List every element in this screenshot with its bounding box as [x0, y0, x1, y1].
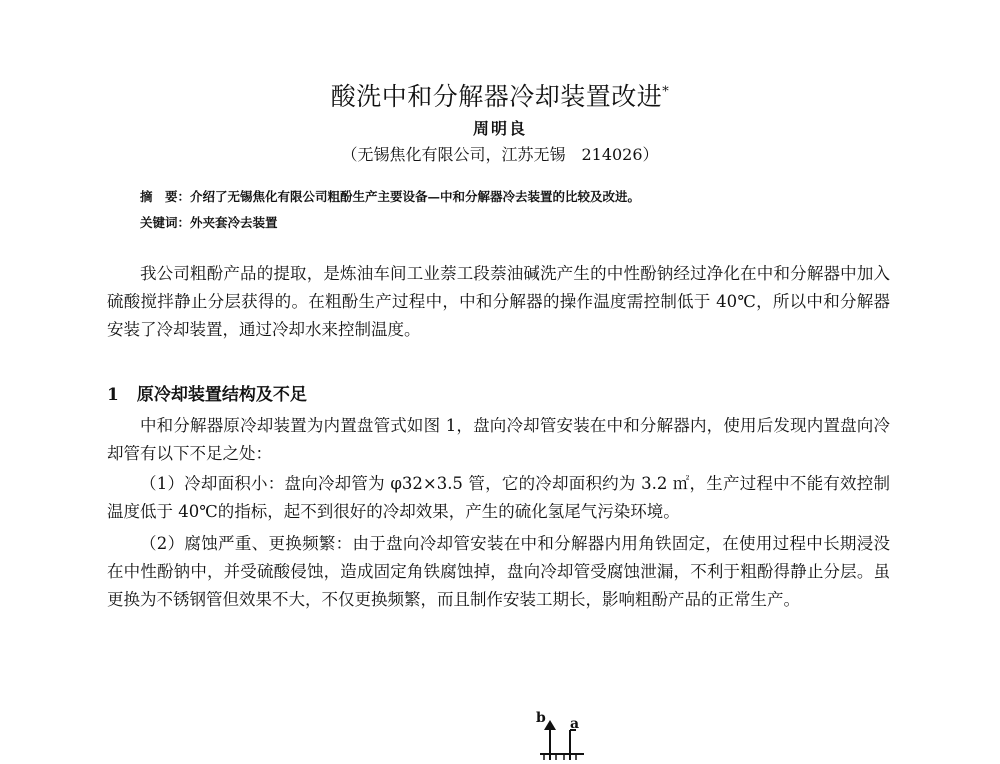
list-item-cooling-area: （1）冷却面积小：盘向冷却管为 φ32×3.5 管，它的冷却面积约为 3.2 ㎡，生产过程中不能有效控制温度低于 40℃的指标，起不到很好的冷却效果，产生的硫化氢尾气污染环境。 — [107, 474, 890, 521]
figure-arrow-b — [544, 720, 556, 730]
figure-label-b: b — [536, 710, 546, 726]
keywords-label: 关键词： — [140, 215, 191, 230]
section-number: 1 — [107, 385, 119, 405]
figure-1-diagram — [530, 708, 590, 760]
author-name: 周明良 — [472, 119, 527, 138]
keywords-text: 外夹套冷去装置 — [190, 215, 278, 230]
paper-title — [0, 80, 1000, 114]
keywords — [140, 214, 920, 232]
figure-1-partial — [530, 708, 590, 760]
author-affiliation: （无锡焦化有限公司，江苏无锡 214026） — [341, 145, 659, 164]
section-heading — [107, 382, 307, 408]
title-footnote-mark: * — [662, 84, 670, 100]
abstract — [140, 188, 920, 206]
list-item-corrosion: （2）腐蚀严重、更换频繁：由于盘向冷却管安装在中和分解器内用角铁固定，在使用过程中长期浸没在中性酚钠中，并受硫酸侵蚀，造成固定角铁腐蚀掉，盘向冷却管受腐蚀泄漏，不利于粗酚得静止分层。虽更换为不锈钢管但效果不大，不仅更换频繁，而且制作安装工期长，影响粗酚产品的正常生产。 — [107, 534, 890, 609]
figure-label-a: a — [570, 716, 580, 732]
intro-paragraph: 我公司粗酚产品的提取，是炼油车间工业萘工段萘油碱洗产生的中性酚钠经过净化在中和分解器中加入硫酸搅拌静止分层获得的。在粗酚生产过程中，中和分解器的操作温度需控制低于 40℃，所以中和分解器安装了冷却装置，通过冷却水来控制温度。 — [107, 264, 890, 339]
paper-title-text: 酸洗中和分解器冷却装置改进 — [330, 82, 663, 111]
abstract-text: 介绍了无锡焦化有限公司粗酚生产主要设备—中和分解器冷去装置的比较及改进。 — [190, 189, 641, 204]
abstract-label: 摘 要： — [140, 189, 191, 204]
section-title: 原冷却装置结构及不足 — [136, 385, 307, 405]
section-paragraph: 中和分解器原冷却装置为内置盘管式如图 1，盘向冷却管安装在中和分解器内，使用后发现内置盘向冷却管有以下不足之处： — [107, 416, 890, 463]
